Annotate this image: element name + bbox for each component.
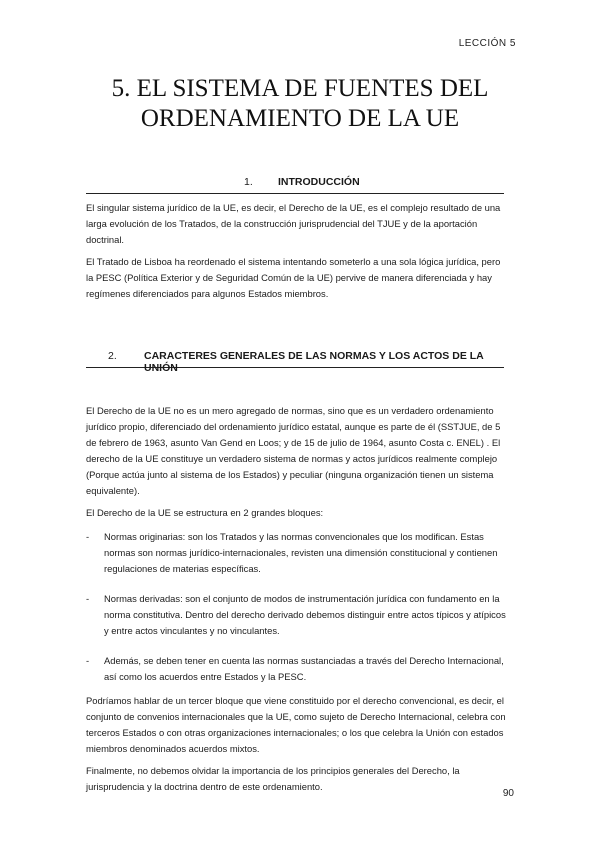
list-item-text: Normas originarias: son los Tratados y las normas convencionales que los modifican. Estas normas son normas jurídico-internacionales, revisten una dimensión constitucional y contienen regulaciones de materias específicas. <box>104 531 498 574</box>
section-2-title: CARACTERES GENERALES DE LAS NORMAS Y LOS ACTOS DE LA UNIÓN <box>144 350 484 374</box>
section-1-number: 1. <box>244 176 253 188</box>
paragraph: Finalmente, no debemos olvidar la importancia de los principios generales del Derecho, la jurisprudencia y la doctrina dentro de este ordenamiento. <box>86 765 460 792</box>
bullet-dash: - <box>86 531 90 542</box>
paragraph: El Tratado de Lisboa ha reordenado el sistema intentando someterlo a una sola lógica jurídica, pero la PESC (Política Exterior y de Seguridad Común de la UE) pervive de manera diferenciada y hay regímenes diferenciados para algunos Estados miembros. <box>86 256 501 299</box>
section-2-heading <box>86 350 504 374</box>
section-2-body <box>86 403 506 795</box>
paragraph: El Derecho de la UE se estructura en 2 grandes bloques: <box>86 507 324 518</box>
paragraph: Podríamos hablar de un tercer bloque que viene constituido por el derecho convencional, es decir, el conjunto de convenios internacionales que la UE, como sujeto de Derecho Internacional, celebra con terceros Estados o con otras organizaciones internacionales; o los que celebra la Unión con estados miembros denominados acuerdos mixtos. <box>86 695 506 754</box>
list-item-text: Además, se deben tener en cuenta las normas sustanciadas a través del Derecho Internacional, así como los acuerdos entre Estados y la PESC. <box>104 655 504 682</box>
page-number: 90 <box>502 788 514 799</box>
paragraph: El Derecho de la UE no es un mero agregado de normas, sino que es un verdadero ordenamiento jurídico propio, diferenciado del ordenamiento jurídico estatal, aunque es parte de él (SSTJUE, de 5 de febrero de 1963, asunto Van Gend en Loos; y de 15 de julio de 1964, asunto Costa c. ENEL) . El derecho de la UE constituye un verdadero sistema de normas y actos jurídicos realmente complejo (Porque actúa junto al sistema de los Estados) y peculiar (ninguna organización tienen un sistema equivalente). <box>86 405 501 496</box>
section-1-body <box>86 200 506 302</box>
title-line-2: ORDENAMIENTO DE LA UE <box>140 105 460 132</box>
list-item-text: Normas derivadas: son el conjunto de modos de instrumentación jurídica con fundamento en la norma constitutiva. Dentro del derecho derivado debemos distinguir entre actos típicos y atípicos y entre actos vinculantes y no vinculantes. <box>104 593 506 636</box>
page-title <box>60 74 540 134</box>
bullet-dash: - <box>86 593 90 604</box>
section-1-title: INTRODUCCIÓN <box>278 176 360 188</box>
bullet-dash: - <box>86 655 90 666</box>
paragraph: El singular sistema jurídico de la UE, es decir, el Derecho de la UE, es el complejo resultado de una larga evolución de los Tratados, de la construcción jurisprudencial del TJUE y de la aportación doctrinal. <box>86 202 501 245</box>
list-item <box>86 591 506 639</box>
blocks-list <box>86 529 506 685</box>
list-item <box>86 529 506 577</box>
section-2-number: 2. <box>108 350 117 362</box>
section-1-heading <box>86 176 504 194</box>
title-line-1: 5. EL SISTEMA DE FUENTES DEL <box>111 75 489 102</box>
list-item <box>86 653 506 685</box>
lesson-label: LECCIÓN 5 <box>458 38 516 49</box>
